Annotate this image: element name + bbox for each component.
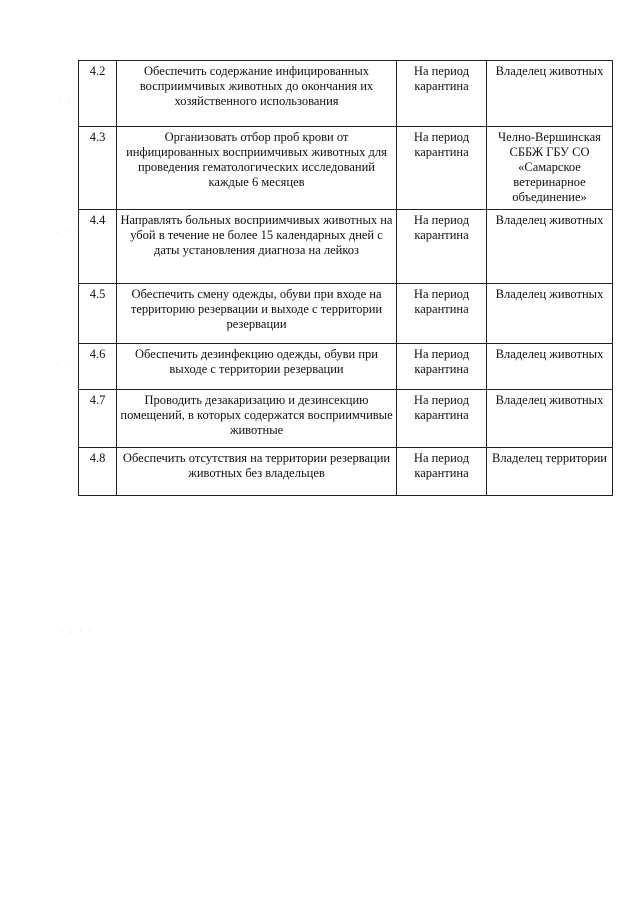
table-row — [79, 284, 613, 344]
responsible-text: Владелец животных — [487, 61, 613, 127]
table-row — [79, 448, 613, 496]
item-number: 4.3 — [79, 127, 117, 210]
measure-text: Организовать отбор проб крови от инфицированных восприимчивых животных для проведения гематологических исследований каждые 6 месяцев — [117, 127, 397, 210]
item-number: 4.5 — [79, 284, 117, 344]
term-text: На период карантина — [397, 390, 487, 448]
item-number: 4.2 — [79, 61, 117, 127]
item-number: 4.7 — [79, 390, 117, 448]
responsible-text: Владелец животных — [487, 284, 613, 344]
item-number: 4.6 — [79, 344, 117, 390]
responsible-text: Владелец территории — [487, 448, 613, 496]
responsible-text: Челно-Вершинская СББЖ ГБУ СО «Самарское ветеринарное объединение» — [487, 127, 613, 210]
term-text: На период карантина — [397, 61, 487, 127]
term-text: На период карантина — [397, 127, 487, 210]
table-row — [79, 127, 613, 210]
responsible-text: Владелец животных — [487, 210, 613, 284]
term-text: На период карантина — [397, 344, 487, 390]
responsible-text: Владелец животных — [487, 344, 613, 390]
term-text: На период карантина — [397, 210, 487, 284]
scan-artifact: · : · · — [60, 628, 93, 635]
measure-text: Обеспечить отсутствия на территории резервации животных без владельцев — [117, 448, 397, 496]
item-number: 4.8 — [79, 448, 117, 496]
term-text: На период карантина — [397, 284, 487, 344]
term-text: На период карантина — [397, 448, 487, 496]
table-row — [79, 344, 613, 390]
measure-text: Направлять больных восприимчивых животных на убой в течение не более 15 календарных дней с даты установления диагноза на лейкоз — [117, 210, 397, 284]
table-row — [79, 61, 613, 127]
scan-artifact: : · — [56, 360, 70, 367]
responsible-text: Владелец животных — [487, 390, 613, 448]
measures-table — [78, 60, 613, 496]
measure-text: Обеспечить содержание инфицированных восприимчивых животных до окончания их хозяйственного использования — [117, 61, 397, 127]
measure-text: Обеспечить смену одежды, обуви при входе на территорию резервации и выходе с территории резервации — [117, 284, 397, 344]
table-row — [79, 210, 613, 284]
measure-text: Обеспечить дезинфекцию одежды, обуви при выходе с территории резервации — [117, 344, 397, 390]
measure-text: Проводить дезакаризацию и дезинсекцию помещений, в которых содержатся восприимчивые животные — [117, 390, 397, 448]
scan-artifact: · : — [58, 98, 72, 105]
item-number: 4.4 — [79, 210, 117, 284]
scan-artifact: . · · — [56, 228, 80, 235]
table-row — [79, 390, 613, 448]
